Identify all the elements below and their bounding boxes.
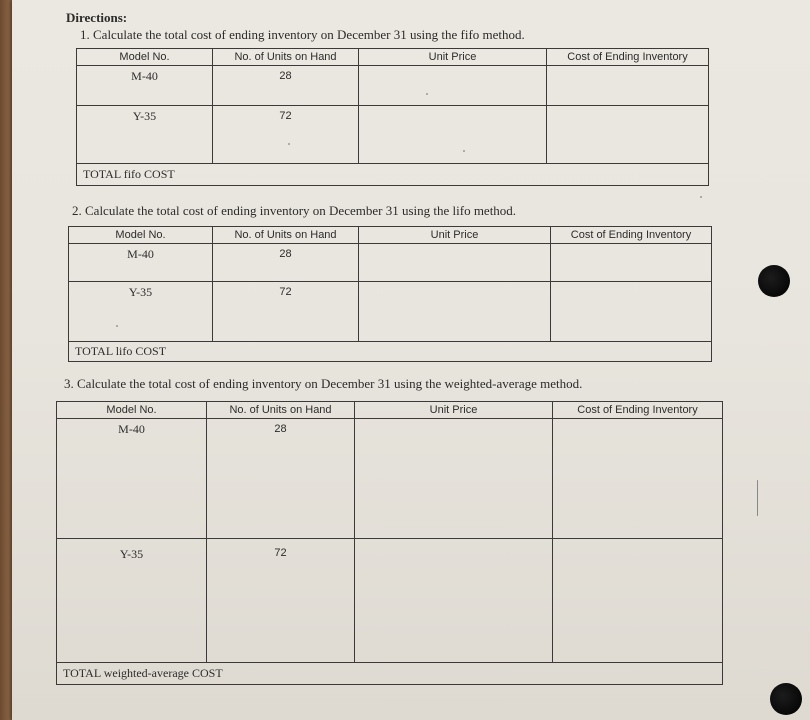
model-cell: Y-35: [57, 539, 207, 663]
table-header-row: [77, 49, 709, 66]
unit-price-input-cell[interactable]: [355, 419, 553, 539]
header-unit-price: Unit Price: [359, 49, 547, 66]
table-row: [57, 539, 723, 663]
paper-speck: [288, 143, 290, 145]
table-row: [69, 282, 712, 342]
total-row: [57, 663, 723, 685]
header-unit-price: Unit Price: [359, 227, 551, 244]
total-cost-field[interactable]: TOTAL fifo COST: [77, 164, 709, 186]
table-row: [57, 419, 723, 539]
paper-speck: [116, 325, 118, 327]
total-cost-field[interactable]: TOTAL weighted-average COST: [57, 663, 723, 685]
model-cell: Y-35: [77, 106, 213, 164]
model-cell: M-40: [69, 244, 213, 282]
question-1-table: [76, 48, 709, 186]
header-cost: Cost of Ending Inventory: [553, 402, 723, 419]
model-cell: M-40: [77, 66, 213, 106]
binder-hole: [770, 683, 802, 715]
binder-hole: [758, 265, 790, 297]
question-2-table: [68, 226, 712, 362]
units-cell: 72: [213, 282, 359, 342]
model-cell: Y-35: [69, 282, 213, 342]
unit-price-input-cell[interactable]: [359, 282, 551, 342]
table-row: [77, 106, 709, 164]
directions-heading: Directions:: [66, 10, 128, 25]
unit-price-input-cell[interactable]: [359, 106, 547, 164]
units-cell: 28: [207, 419, 355, 539]
header-cost: Cost of Ending Inventory: [547, 49, 709, 66]
cost-input-cell[interactable]: [551, 244, 712, 282]
units-cell: 28: [213, 244, 359, 282]
header-model: Model No.: [57, 402, 207, 419]
question-2-title: 2. Calculate the total cost of ending inventory on December 31 using the lifo method.: [72, 203, 517, 218]
unit-price-input-cell[interactable]: [359, 244, 551, 282]
question-1-title: 1. Calculate the total cost of ending inventory on December 31 using the fifo method.: [80, 27, 525, 42]
cost-input-cell[interactable]: [553, 539, 723, 663]
units-cell: 72: [213, 106, 359, 164]
question-3-table: [56, 401, 723, 685]
total-cost-field[interactable]: TOTAL lifo COST: [69, 342, 712, 362]
header-units: No. of Units on Hand: [207, 402, 355, 419]
header-unit-price: Unit Price: [355, 402, 553, 419]
total-row: [69, 342, 712, 362]
units-cell: 28: [213, 66, 359, 106]
cost-input-cell[interactable]: [553, 419, 723, 539]
units-cell: 72: [207, 539, 355, 663]
question-3-title: 3. Calculate the total cost of ending inventory on December 31 using the weighted-average method.: [64, 376, 583, 391]
paper-speck: [426, 93, 428, 95]
unit-price-input-cell[interactable]: [359, 66, 547, 106]
header-units: No. of Units on Hand: [213, 49, 359, 66]
table-header-row: [69, 227, 712, 244]
header-model: Model No.: [77, 49, 213, 66]
table-row: [69, 244, 712, 282]
table-row: [77, 66, 709, 106]
paper-speck: [463, 150, 465, 152]
cost-input-cell[interactable]: [551, 282, 712, 342]
cost-input-cell[interactable]: [547, 66, 709, 106]
cost-input-cell[interactable]: [547, 106, 709, 164]
paper-speck: [700, 196, 702, 198]
total-row: [77, 164, 709, 186]
paper-mark: [757, 480, 758, 516]
header-cost: Cost of Ending Inventory: [551, 227, 712, 244]
header-model: Model No.: [69, 227, 213, 244]
header-units: No. of Units on Hand: [213, 227, 359, 244]
table-header-row: [57, 402, 723, 419]
unit-price-input-cell[interactable]: [355, 539, 553, 663]
model-cell: M-40: [57, 419, 207, 539]
